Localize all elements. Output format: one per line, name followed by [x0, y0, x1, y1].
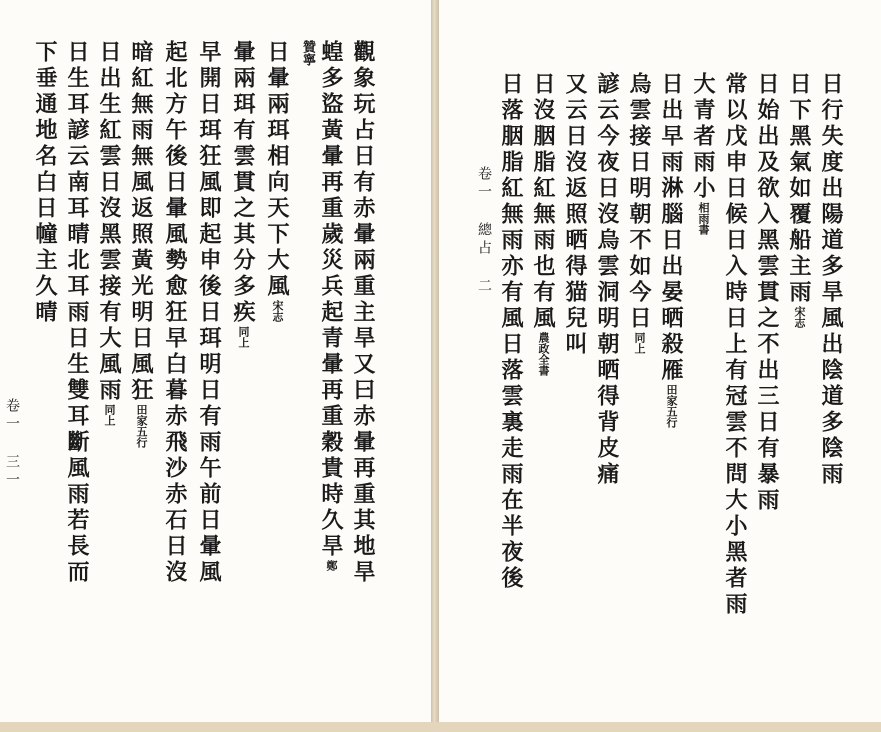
text-column: [596, 72, 618, 488]
inline-note: 田家五行: [135, 404, 148, 448]
head-note: [296, 40, 318, 66]
column-text: 日沒胭脂紅無雨也有風: [530, 72, 556, 332]
text-column: [320, 40, 342, 571]
head-note-text: 贊寧: [300, 40, 315, 66]
inline-note: 宋志: [793, 306, 806, 328]
page-edge: [0, 722, 881, 732]
text-column: [724, 72, 746, 618]
text-column: [352, 40, 374, 586]
column-text: 日生耳諺云南耳晴北耳雨日生雙耳斷風雨若長而: [64, 40, 90, 586]
text-column: [500, 72, 522, 592]
inline-note: 宋志: [271, 300, 284, 322]
column-text: 日出生紅雲日沒黑雲接有大風雨: [96, 40, 122, 404]
text-column: [756, 72, 778, 514]
column-text: 起北方午後日暈風勢愈狂早白暮赤飛沙赤石日沒: [162, 40, 188, 586]
column-text: 又云日沒返照晒得猫兒叫: [562, 72, 588, 358]
inline-note: 同上: [237, 326, 250, 348]
column-text: 日落胭脂紅無雨亦有風日落雲裏走雨在半夜後: [498, 72, 524, 592]
text-column: [628, 72, 650, 354]
column-text: 蝗多盜黃暈再重歲災兵起青暈再重穀貴時久旱: [318, 40, 344, 560]
column-text: 日始出及欲入黑雲貫之不出三日有暴雨: [754, 72, 780, 514]
column-text: 常以戊申日候日入時日上有冠雲不問大小黑者雨: [722, 72, 748, 618]
inline-note: 同上: [633, 332, 646, 354]
margin-text: 卷一 三一: [4, 398, 20, 490]
column-text: 大青者雨小: [690, 72, 716, 202]
text-column: [34, 40, 56, 326]
column-text: 日行失度出陽道多旱風出陰道多陰雨: [818, 72, 844, 488]
text-column: [98, 40, 120, 426]
text-column: [820, 72, 842, 488]
inline-note: 鄭: [325, 560, 338, 571]
margin-text: 卷一 總占 二: [476, 166, 492, 296]
column-text: 暈兩珥有雲貫之其分多疾: [230, 40, 256, 326]
text-column: [164, 40, 186, 586]
text-column: [266, 40, 288, 322]
text-column: [564, 72, 586, 358]
text-column: [660, 72, 682, 428]
inline-note: 農政全書: [537, 332, 550, 376]
text-column: [692, 72, 714, 235]
inline-note: 田家五行: [665, 384, 678, 428]
column-text: 早開日珥狂風即起申後日珥明日有雨午前日暈風: [196, 40, 222, 586]
column-text: 暗紅無雨無風返照黃光明日風狂: [128, 40, 154, 404]
inline-note: 相雨書: [697, 202, 710, 235]
column-text: 觀象玩占日有赤暈兩重主旱又曰赤暈再重其地旱: [350, 40, 376, 586]
text-column: [130, 40, 152, 448]
text-column: [198, 40, 220, 586]
column-text: 烏雲接日明朝不如今日: [626, 72, 652, 332]
text-column: [232, 40, 254, 348]
page-margin-label: [2, 398, 22, 490]
text-column: [532, 72, 554, 376]
column-text: 日暈兩珥相向天下大風: [264, 40, 290, 300]
text-column: [788, 72, 810, 328]
inline-note: 同上: [103, 404, 116, 426]
column-text: 下垂通地名白日幢主久晴: [32, 40, 58, 326]
book-spine: [431, 0, 439, 732]
page-margin-label: [474, 166, 494, 296]
column-text: 日下黑氣如覆船主雨: [786, 72, 812, 306]
text-column: [66, 40, 88, 586]
column-text: 諺云今夜日沒烏雲洞明朝晒得背皮痛: [594, 72, 620, 488]
column-text: 日出早雨淋腦日出晏晒殺雁: [658, 72, 684, 384]
